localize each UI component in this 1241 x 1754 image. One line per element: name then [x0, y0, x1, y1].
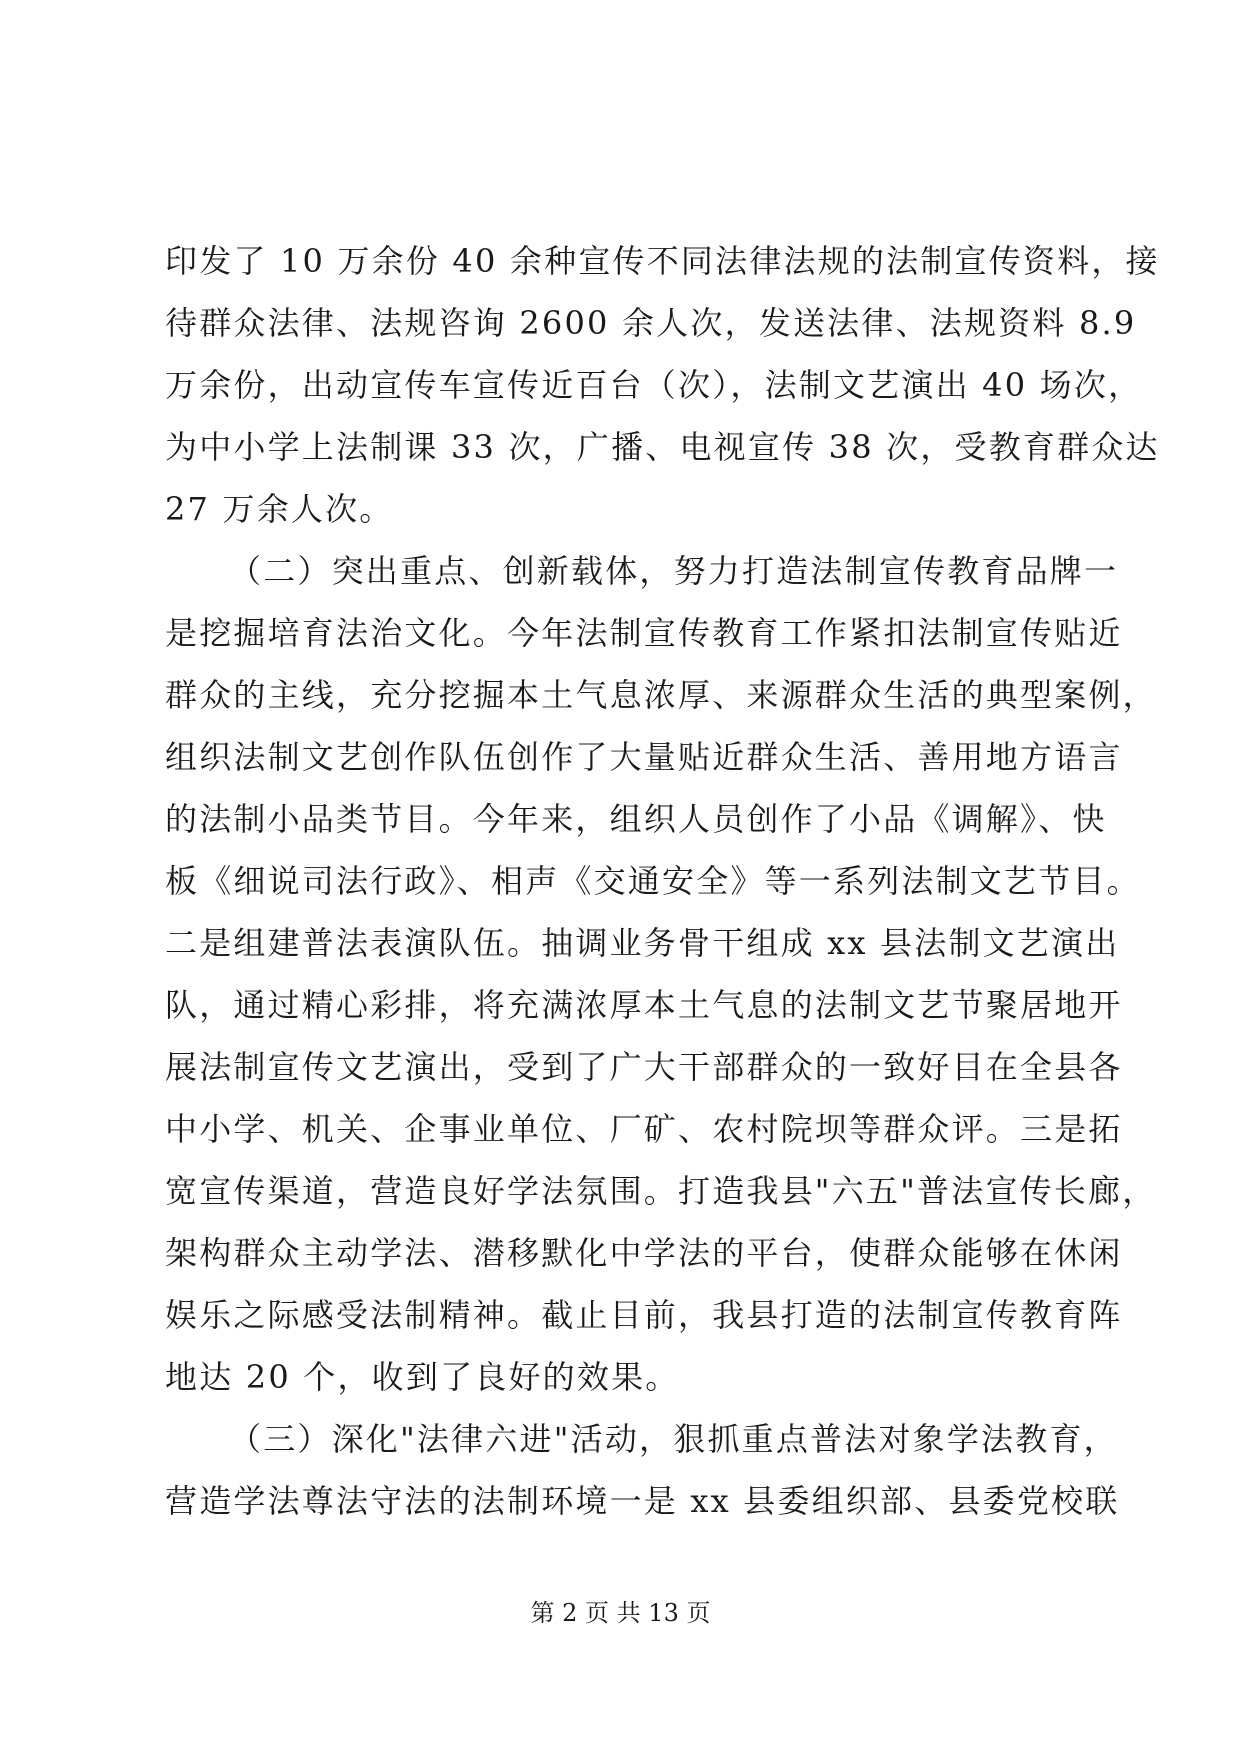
text-line: 二是组建普法表演队伍。抽调业务骨干组成 xx 县法制文艺演出	[165, 924, 1120, 962]
text-line: 万余份，出动宣传车宣传近百台（次），法制文艺演出 40 场次，	[165, 366, 1143, 404]
text-line: 宽宣传渠道，营造良好学法氛围。打造我县"六五"普法宣传长廊，	[165, 1172, 1157, 1210]
text-line: 架构群众主动学法、潜移默化中学法的平台，使群众能够在休闲	[165, 1234, 1123, 1272]
page-number-footer: 第 2 页 共 13 页	[530, 1599, 711, 1627]
text-line: 组织法制文艺创作队伍创作了大量贴近群众生活、善用地方语言	[165, 738, 1123, 776]
text-line: 队，通过精心彩排，将充满浓厚本土气息的法制文艺节聚居地开	[165, 986, 1123, 1024]
text-line: 的法制小品类节目。今年来，组织人员创作了小品《调解》、快	[165, 800, 1107, 838]
text-line: 是挖掘培育法治文化。今年法制宣传教育工作紧扣法制宣传贴近	[165, 614, 1123, 652]
text-line: 为中小学上法制课 33 次，广播、电视宣传 38 次，受教育群众达	[165, 428, 1160, 466]
text-line: 27 万余人次。	[165, 490, 394, 528]
text-line: 板《细说司法行政》、相声《交通安全》等一系列法制文艺节目。	[165, 862, 1141, 900]
text-line: 娱乐之际感受法制精神。截止目前，我县打造的法制宣传教育阵	[165, 1296, 1123, 1334]
text-line: 群众的主线，充分挖掘本土气息浓厚、来源群众生活的典型案例，	[165, 676, 1157, 714]
text-line: 中小学、机关、企事业单位、厂矿、农村院坝等群众评。三是拓	[165, 1110, 1123, 1148]
section-heading-line: （二）突出重点、创新载体，努力打造法制宣传教育品牌一	[229, 552, 1119, 590]
text-line: 展法制宣传文艺演出，受到了广大干部群众的一致好目在全县各	[165, 1048, 1123, 1086]
text-line: 营造学法尊法守法的法制环境一是 xx 县委组织部、县委党校联	[165, 1482, 1120, 1520]
text-line: 印发了 10 万余份 40 余种宣传不同法律法规的法制宣传资料，接	[165, 242, 1160, 280]
text-line: 地达 20 个，收到了良好的效果。	[165, 1358, 680, 1396]
text-line: 待群众法律、法规咨询 2600 余人次，发送法律、法规资料 8.9	[165, 304, 1137, 342]
section-heading-line: （三）深化"法律六进"活动，狠抓重点普法对象学法教育，	[229, 1420, 1118, 1458]
